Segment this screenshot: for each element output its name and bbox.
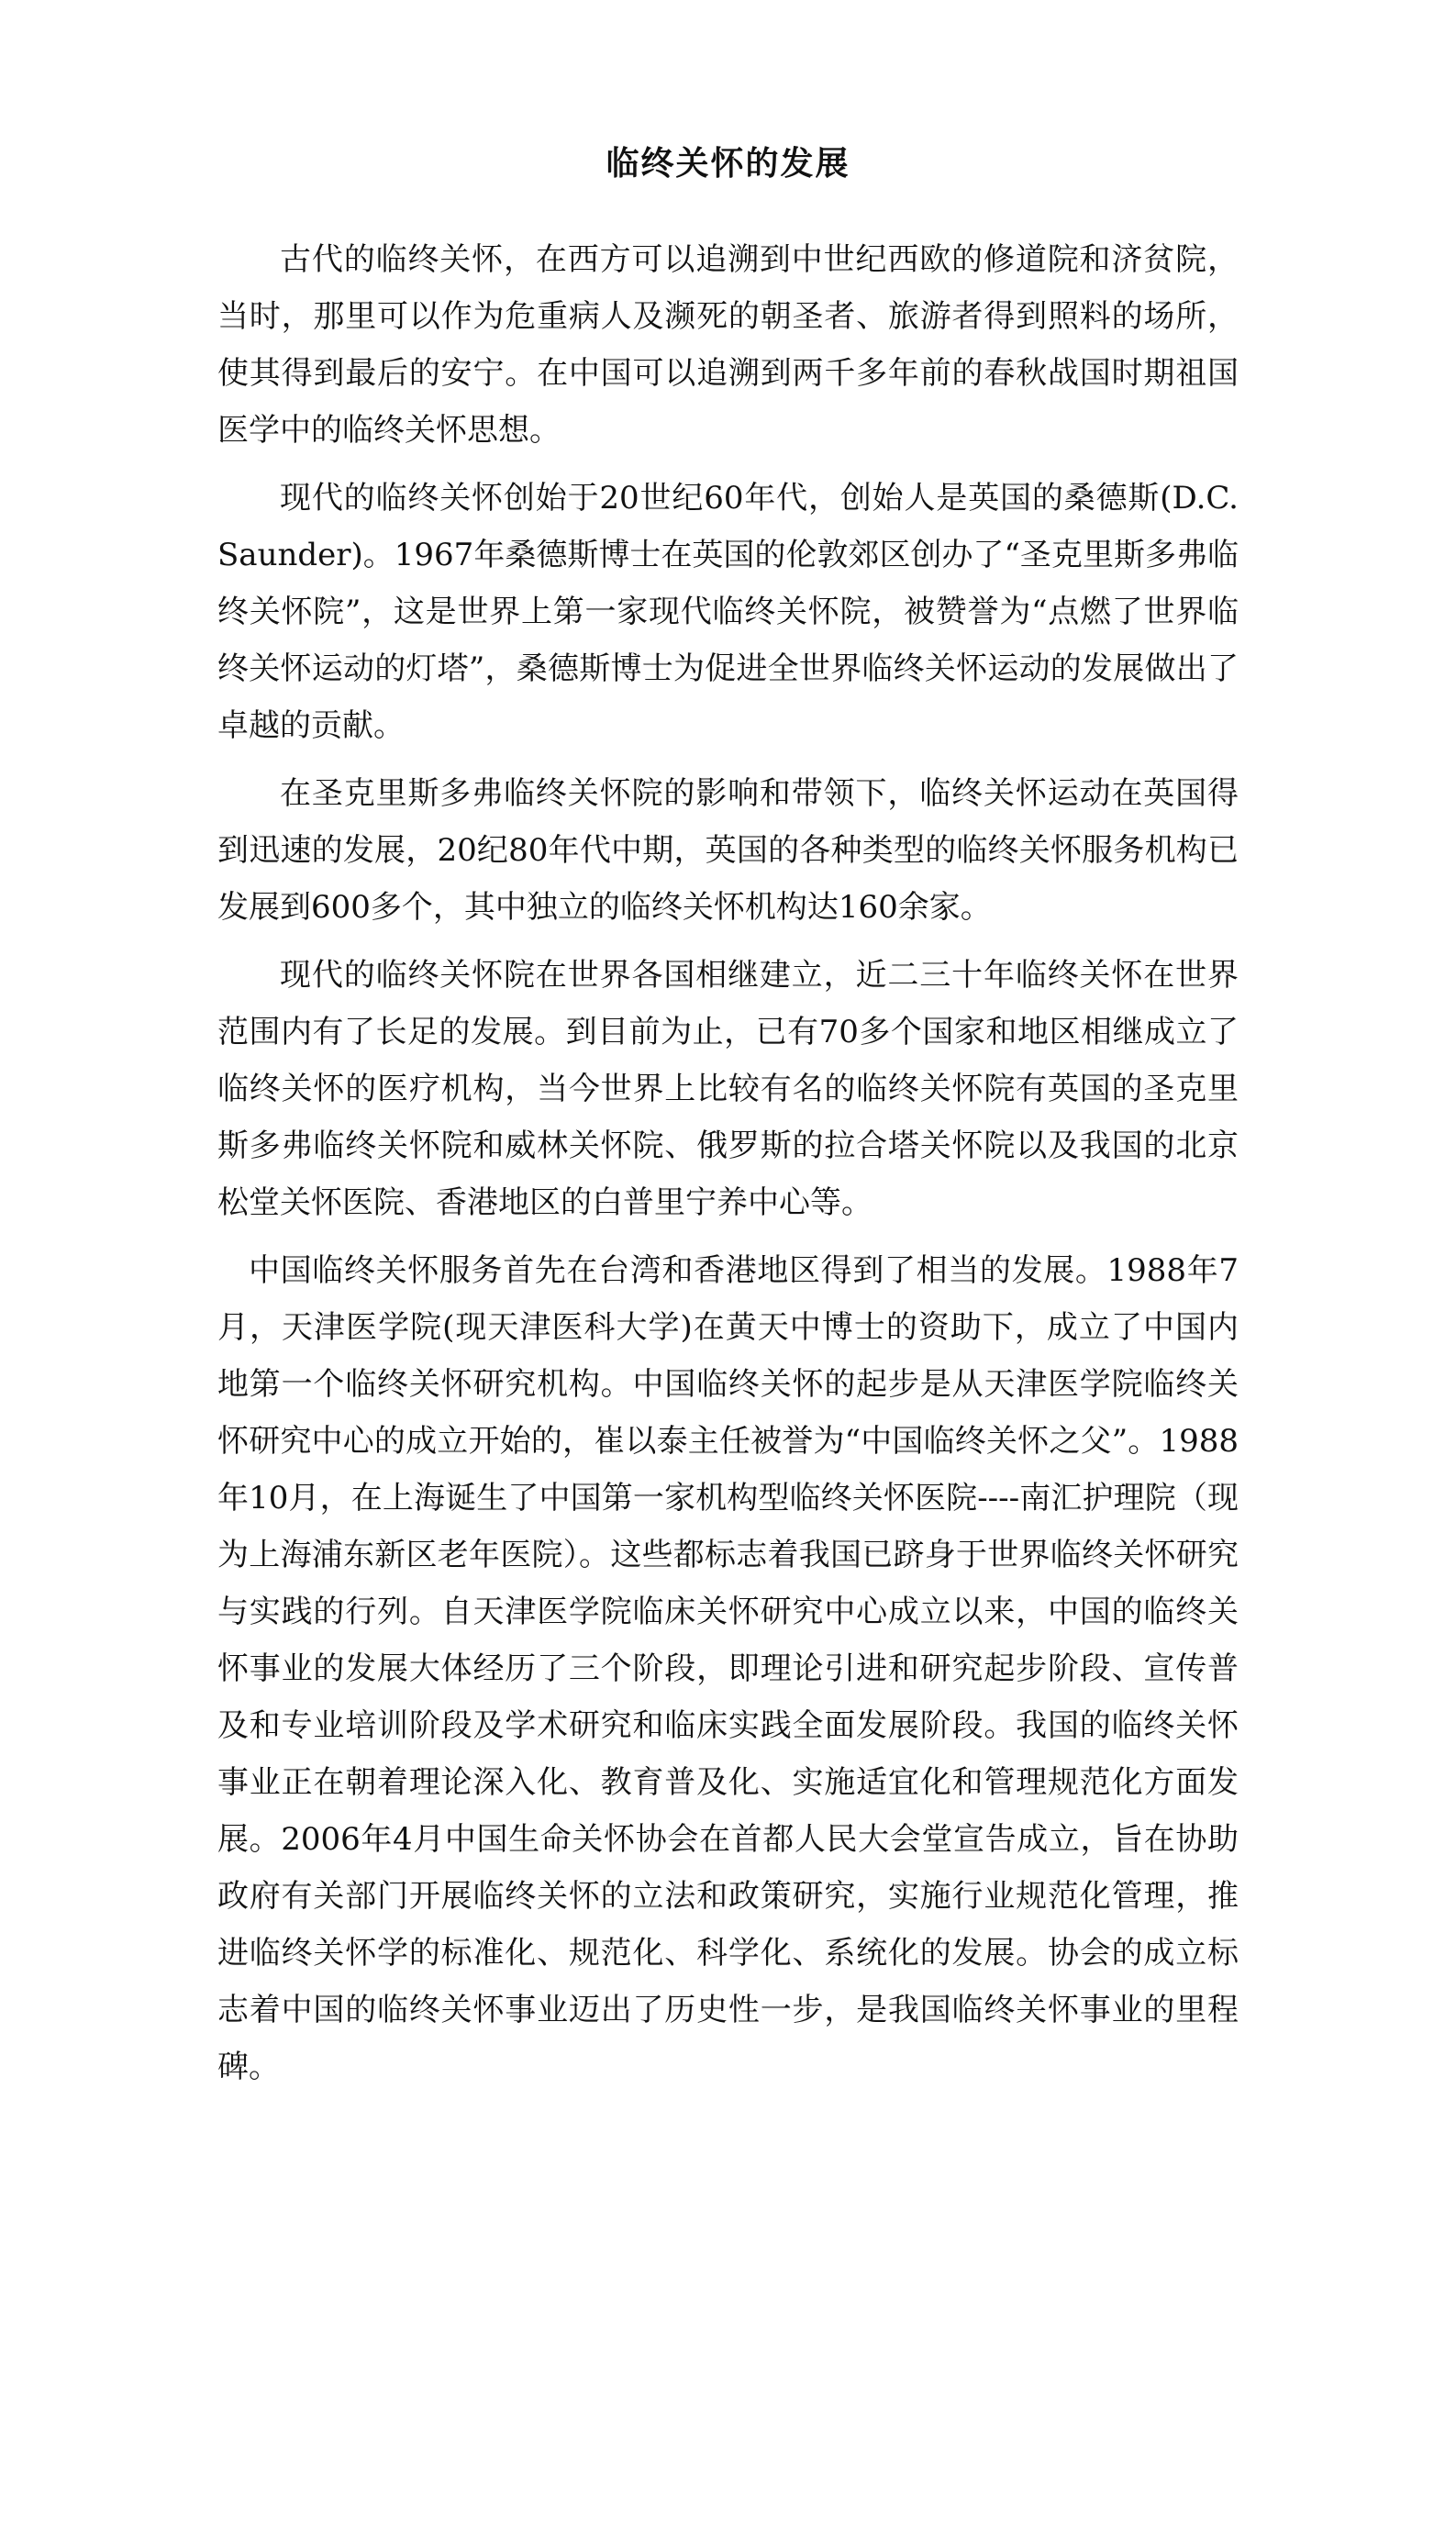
paragraph-ancient: 古代的临终关怀，在西方可以追溯到中世纪西欧的修道院和济贫院，当时，那里可以作为危重病人及濒死的朝圣者、旅游者得到照料的场所，使其得到最后的安宁。在中国可以追溯到两千多年前的春秋战国时期祖国医学中的临终关怀思想。 xyxy=(217,241,1239,449)
document-title: 临终关怀的发展 xyxy=(606,144,850,183)
paragraph-china: 中国临终关怀服务首先在台湾和香港地区得到了相当的发展。1988年7月，天津医学院(现天津医科大学)在黄天中博士的资助下，成立了中国内地第一个临终关怀研究机构。中国临终关怀的起步是从天津医学院临终关怀研究中心的成立开始的，崔以泰主任被誉为“中国临终关怀之父”。1988年10月，在上海诞生了中国第一家机构型临终关怀医院----南汇护理院（现为上海浦东新区老年医院）。这些都标志着我国已跻身于世界临终关怀研究与实践的行列。自天津医学院临床关怀研究中心成立以来，中国的临终关怀事业的发展大体经历了三个阶段，即理论引进和研究起步阶段、宣传普及和专业培训阶段及学术研究和临床实践全面发展阶段。我国的临终关怀事业正在朝着理论深入化、教育普及化、实施适宜化和管理规范化方面发展。2006年4月中国生命关怀协会在首都人民大会堂宣告成立，旨在协助政府有关部门开展临终关怀的立法和政策研究，实施行业规范化管理，推进临终关怀学的标准化、规范化、科学化、系统化的发展。协会的成立标志着中国的临终关怀事业迈出了历史性一步，是我国临终关怀事业的里程碑。 xyxy=(217,1252,1239,2085)
document-body xyxy=(217,231,1239,2095)
paragraph-uk-development: 在圣克里斯多弗临终关怀院的影响和带领下，临终关怀运动在英国得到迅速的发展，20纪80年代中期，英国的各种类型的临终关怀服务机构已发展到600多个，其中独立的临终关怀机构达160余家。 xyxy=(217,775,1239,926)
paragraph-modern-origin: 现代的临终关怀创始于20世纪60年代，创始人是英国的桑德斯(D.C.Saunder)。1967年桑德斯博士在英国的伦敦郊区创办了“圣克里斯多弗临终关怀院”，这是世界上第一家现代临终关怀院，被赞誉为“点燃了世界临终关怀运动的灯塔”，桑德斯博士为促进全世界临终关怀运动的发展做出了卓越的贡献。 xyxy=(217,480,1239,744)
paragraph-worldwide: 现代的临终关怀院在世界各国相继建立，近二三十年临终关怀在世界范围内有了长足的发展。到目前为止，已有70多个国家和地区相继成立了临终关怀的医疗机构，当今世界上比较有名的临终关怀院有英国的圣克里斯多弗临终关怀院和威林关怀院、俄罗斯的拉合塔关怀院以及我国的北京松堂关怀医院、香港地区的白普里宁养中心等。 xyxy=(217,957,1239,1221)
